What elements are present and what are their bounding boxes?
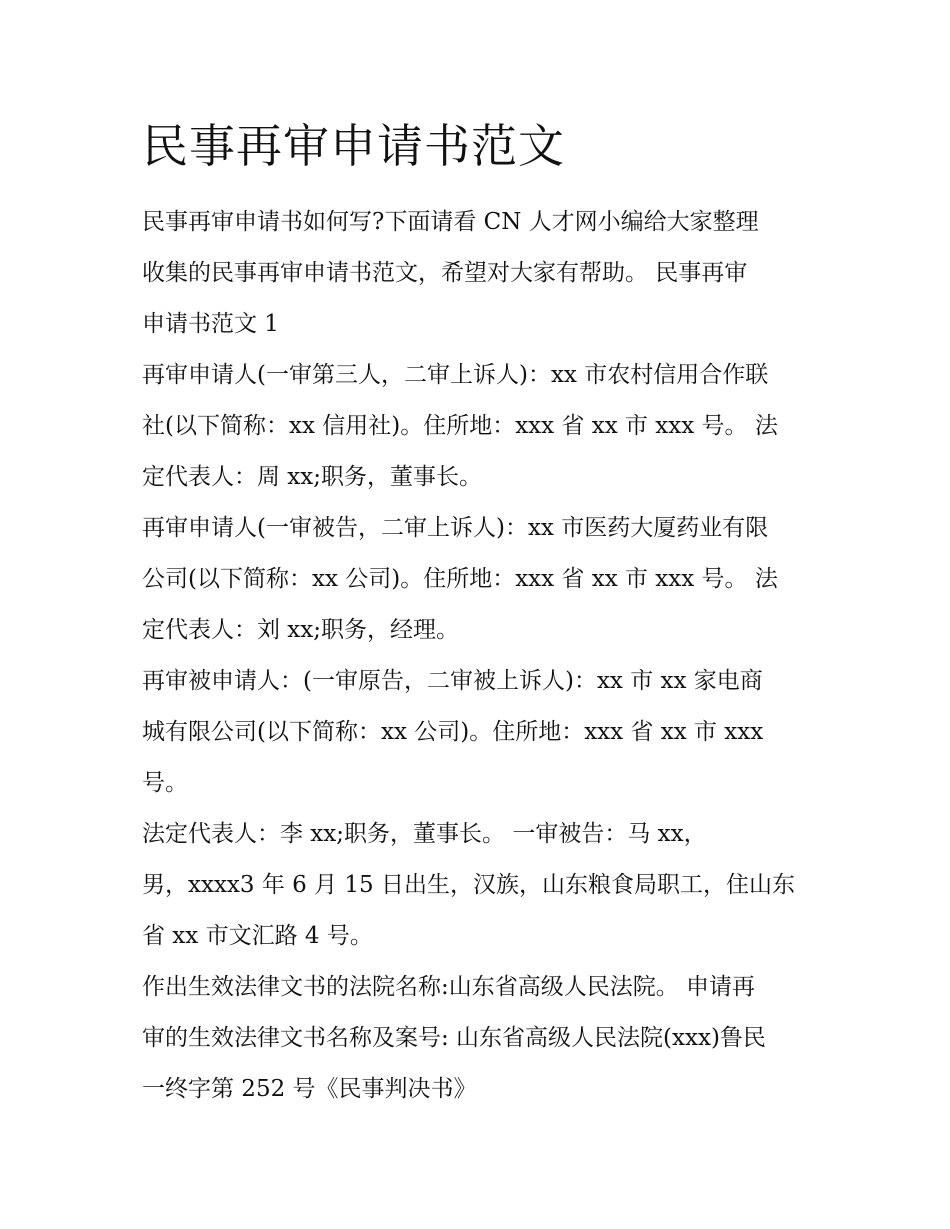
body-line: 公司(以下简称：xx 公司)。住所地：xxx 省 xx 市 xxx 号。 法 — [142, 566, 778, 592]
body-line: 省 xx 市文汇路 4 号。 — [142, 923, 373, 949]
body-line: 定代表人：刘 xx;职务，经理。 — [142, 617, 460, 643]
body-line: 审的生效法律文书名称及案号: 山东省高级人民法院(xxx)鲁民 — [142, 1025, 766, 1051]
body-line: 申请书范文 1 — [142, 311, 279, 337]
body-line: 一终字第 252 号《民事判决书》 — [142, 1076, 477, 1102]
body-line: 定代表人：周 xx;职务，董事长。 — [142, 464, 483, 490]
body-line: 号。 — [142, 770, 188, 796]
document-body — [142, 197, 822, 1115]
body-line: 民事再审申请书如何写?下面请看 CN 人才网小编给大家整理 — [142, 209, 759, 235]
body-line: 再审申请人(一审被告，二审上诉人)：xx 市医药大厦药业有限 — [142, 515, 769, 541]
body-line: 收集的民事再审申请书范文，希望对大家有帮助。 民事再审 — [142, 260, 748, 286]
body-line: 作出生效法律文书的法院名称:山东省高级人民法院。 申请再 — [142, 974, 756, 1000]
body-line: 城有限公司(以下简称：xx 公司)。住所地：xxx 省 xx 市 xxx — [142, 719, 764, 745]
body-line: 再审申请人(一审第三人，二审上诉人)：xx 市农村信用合作联 — [142, 362, 769, 388]
document-title: 民事再审申请书范文 — [142, 119, 565, 173]
body-line: 男，xxxx3 年 6 月 15 日出生，汉族，山东粮食局职工，住山东 — [142, 872, 795, 898]
body-line: 再审被申请人：(一审原告，二审被上诉人)：xx 市 xx 家电商 — [142, 668, 763, 694]
body-line: 法定代表人：李 xx;职务，董事长。 一审被告：马 xx， — [142, 821, 707, 847]
body-line: 社(以下简称：xx 信用社)。住所地：xxx 省 xx 市 xxx 号。 法 — [142, 413, 778, 439]
